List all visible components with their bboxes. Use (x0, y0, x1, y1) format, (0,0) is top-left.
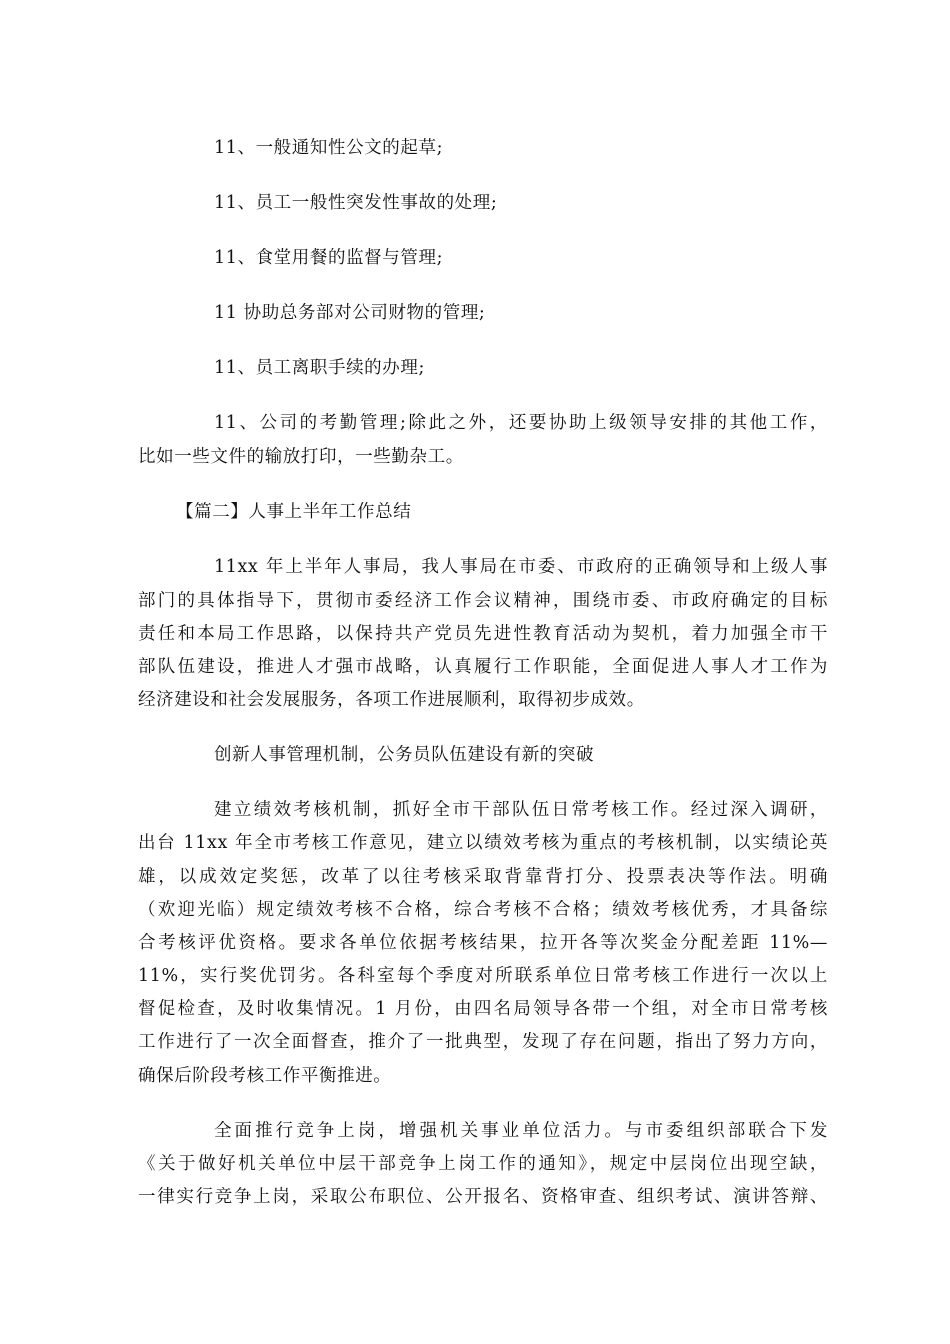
paragraph-line: 11%，实行奖优罚劣。各科室每个季度对所联系单位日常考核工作进行一次以上 (138, 966, 828, 986)
paragraph-line: 《关于做好机关单位中层干部竞争上岗工作的通知》，规定中层岗位出现空缺， (138, 1154, 828, 1174)
list-item: 11 协助总务部对公司财物的管理; (214, 303, 486, 323)
list-item: 11、员工离职手续的办理; (214, 358, 425, 378)
paragraph-line: 一律实行竞争上岗，采取公布职位、公开报名、资格审查、组织考试、演讲答辩、 (138, 1187, 828, 1207)
sub-heading: 创新人事管理机制，公务员队伍建设有新的突破 (214, 745, 595, 765)
list-item: 11、一般通知性公文的起草; (214, 138, 444, 158)
paragraph-line: 出台 11xx 年全市考核工作意见，建立以绩效考核为重点的考核机制，以实绩论英 (138, 833, 828, 853)
paragraph-line: 雄，以成效定奖惩，改革了以往考核采取背靠背打分、投票表决等作法。明确 (138, 867, 828, 887)
paragraph-line: 全面推行竞争上岗，增强机关事业单位活力。与市委组织部联合下发 (214, 1121, 828, 1141)
paragraph-line: 部门的具体指导下，贯彻市委经济工作会议精神，围绕市委、市政府确定的目标 (138, 591, 828, 611)
paragraph-line: （欢迎光临）规定绩效考核不合格，综合考核不合格；绩效考核优秀，才具备综 (138, 900, 828, 920)
paragraph-line: 部队伍建设，推进人才强市战略，认真履行工作职能，全面促进人事人才工作为 (138, 657, 828, 677)
section-heading: 【篇二】人事上半年工作总结 (176, 502, 412, 522)
paragraph-line: 责任和本局工作思路，以保持共产党员先进性教育活动为契机，着力加强全市干 (138, 624, 828, 644)
paragraph-line: 督促检查，及时收集情况。1 月份，由四名局领导各带一个组，对全市日常考核 (138, 999, 828, 1019)
paragraph-line: 确保后阶段考核工作平衡推进。 (138, 1066, 392, 1086)
list-item: 11、食堂用餐的监督与管理; (214, 248, 444, 268)
paragraph-line: 工作进行了一次全面督查，推介了一批典型，发现了存在问题，指出了努力方向， (138, 1032, 828, 1052)
paragraph-line: 合考核评优资格。要求各单位依据考核结果，拉开各等次奖金分配差距 11%— (138, 933, 828, 953)
paragraph-line: 11xx 年上半年人事局，我人事局在市委、市政府的正确领导和上级人事 (214, 557, 828, 577)
list-item: 11、公司的考勤管理;除此之外，还要协助上级领导安排的其他工作， (214, 413, 828, 433)
paragraph-line: 建立绩效考核机制，抓好全市干部队伍日常考核工作。经过深入调研， (214, 800, 828, 820)
paragraph-line: 经济建设和社会发展服务，各项工作进展顺利，取得初步成效。 (138, 690, 645, 710)
list-item: 11、员工一般性突发性事故的处理; (214, 193, 498, 213)
list-item-continuation: 比如一些文件的输放打印，一些勤杂工。 (138, 447, 464, 467)
